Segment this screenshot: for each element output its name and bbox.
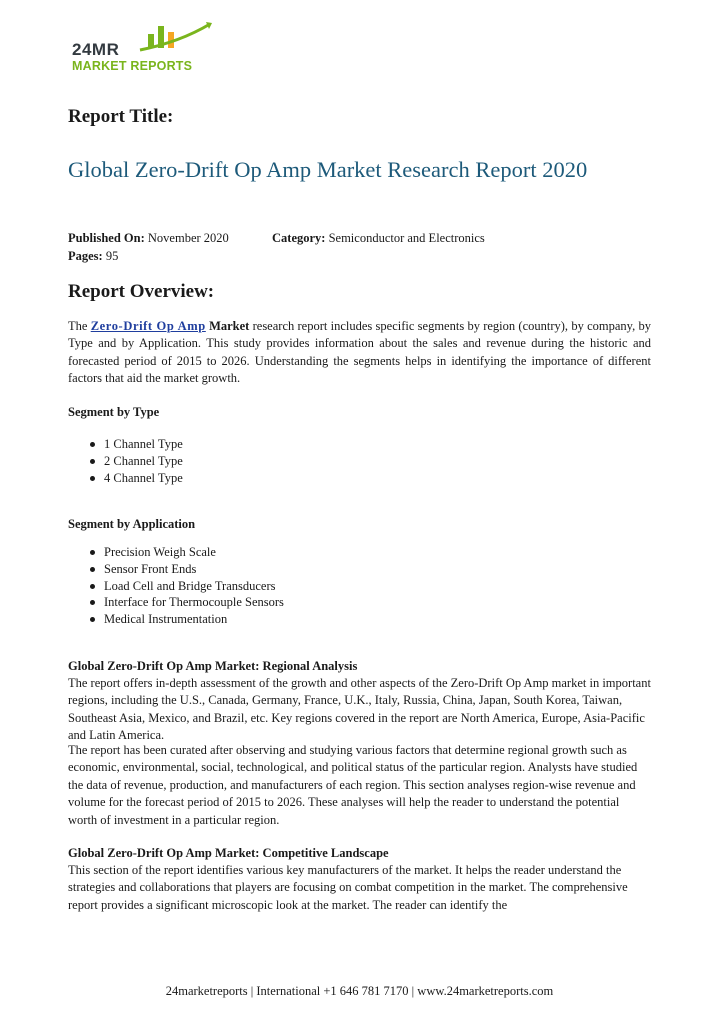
report-title-label: Report Title: (68, 106, 174, 127)
page-footer: 24marketreports | International +1 646 781 7170 | www.24marketreports.com (165, 984, 554, 998)
overview-paragraph (68, 318, 651, 388)
list-item-text: 4 Channel Type (104, 470, 183, 485)
competitive-landscape-heading: Global Zero-Drift Op Amp Market: Competitive Landscape (68, 846, 389, 860)
list-item (90, 611, 284, 628)
company-logo (70, 20, 220, 80)
bullet-icon (90, 584, 95, 589)
list-item (90, 578, 284, 595)
pages-value: 95 (105, 249, 119, 263)
category (272, 231, 485, 246)
overview-body: research report includes specific segments by region (country), by company, by Type and by Application. This study provides information about the sales and revenue during the historic and forecasted period of 2015 to 2026. Understanding the segments helps in identifying the importance of different factors that aid the market growth. (68, 319, 651, 386)
published-on (68, 231, 229, 246)
list-item-text: 1 Channel Type (104, 437, 183, 451)
bullet-icon (90, 600, 95, 605)
bullet-icon (90, 476, 95, 481)
bullet-icon (90, 459, 95, 464)
list-item-text: Load Cell and Bridge Transducers (104, 578, 276, 593)
regional-paragraph-1: The report offers in-depth assessment of the growth and other aspects of the Zero-Drift Op Amp market in important regions, including the U.S., Canada, Germany, France, U.K., Italy, Russia, China, Japan, South Korea, Taiwan, Southeast Asia, Mexico, and Brazil, etc. Key regions covered in the report are North America, Europe, Asia-Pacific and Latin America. (68, 676, 651, 743)
list-item-text: Medical Instrumentation (104, 612, 228, 627)
segment-type-list (90, 436, 183, 486)
list-item (90, 544, 284, 561)
market-word: Market (209, 319, 250, 333)
list-item (90, 470, 183, 487)
logo-text-24mr: 24MR (72, 40, 120, 59)
list-item-text: Precision Weigh Scale (104, 545, 216, 559)
segment-type-heading: Segment by Type (68, 405, 160, 419)
published-value: November 2020 (147, 231, 229, 245)
bullet-icon (90, 550, 95, 555)
bullet-icon (90, 442, 95, 447)
published-label: Published On: (68, 231, 145, 245)
bullet-icon (90, 567, 95, 572)
overview-prefix: The (68, 319, 91, 333)
list-item (90, 436, 183, 453)
product-link[interactable]: Zero-Drift Op Amp (90, 319, 206, 333)
pages-label: Pages: (68, 249, 103, 263)
competitive-paragraph: This section of the report identifies various key manufacturers of the market. It helps the reader understand the strategies and collaborations that players are focusing on combat competition in the market. The comprehensive report provides a significant microscopic look at the market. The reader can identify the (68, 863, 628, 912)
segment-application-list (90, 544, 284, 628)
list-item-text: Interface for Thermocouple Sensors (104, 595, 284, 610)
bullet-icon (90, 617, 95, 622)
overview-heading: Report Overview: (68, 281, 215, 302)
list-item (90, 594, 284, 611)
pages (68, 249, 118, 264)
category-label: Category: (272, 231, 326, 245)
list-item (90, 453, 183, 470)
regional-paragraph-2: The report has been curated after observing and studying various factors that determine regional growth such as economic, environmental, social, technological, and political status of the particular region. Analysts have studied the data of revenue, production, and manufacturers of each region. This section analyses region-wise revenue and volume for the forecast period of 2015 to 2026. These analyses will help the reader to understand the potential worth of investment in a particular region. (68, 743, 638, 827)
category-value: Semiconductor and Electronics (328, 231, 485, 245)
list-item-text: Sensor Front Ends (104, 561, 197, 576)
logo-text-market-reports: MARKET REPORTS (72, 59, 193, 73)
segment-application-heading: Segment by Application (68, 517, 196, 531)
regional-analysis-heading: Global Zero-Drift Op Amp Market: Regional Analysis (68, 659, 358, 673)
report-title: Global Zero-Drift Op Amp Market Research Report 2020 (68, 157, 588, 182)
list-item (90, 561, 284, 578)
list-item-text: 2 Channel Type (104, 453, 183, 468)
